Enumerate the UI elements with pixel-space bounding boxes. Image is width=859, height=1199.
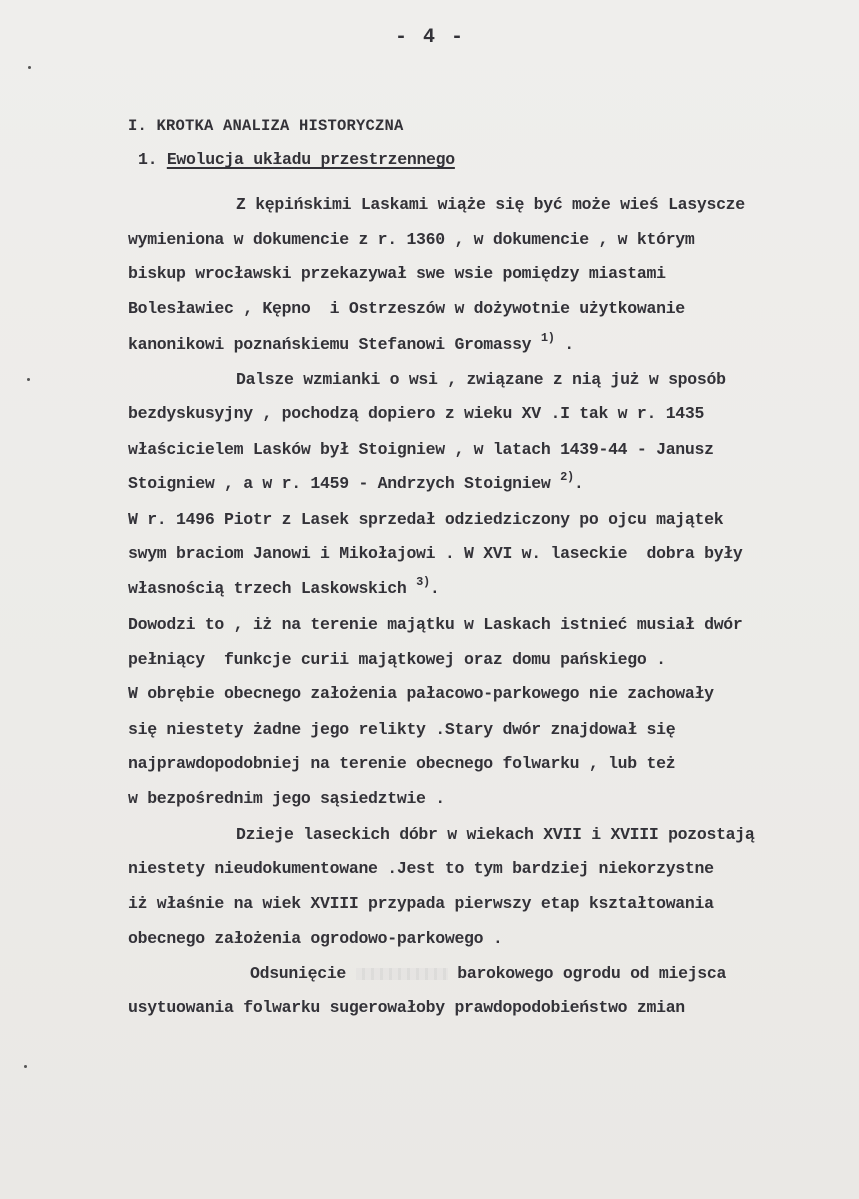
footnote-punct: .: [429, 579, 440, 598]
text-line: [128, 575, 440, 599]
text-line: iż właśnie na wiek XVIII przypada pierwszy etap kształtowania: [128, 894, 714, 913]
margin-mark: [27, 378, 30, 381]
text-line-body: Stoigniew , a w r. 1459 - Andrzych Stoigniew: [128, 474, 551, 493]
text-line: W obrębie obecnego założenia pałacowo-parkowego nie zachowały: [128, 684, 714, 703]
text-line-body: własnością trzech Laskowskich: [128, 579, 407, 598]
text-line: Dzieje laseckich dóbr w wiekach XVII i XVIII pozostają: [236, 825, 755, 844]
text-line: Bolesławiec , Kępno i Ostrzeszów w dożywotnie użytkowanie: [128, 299, 685, 318]
text-line-body: barokowego ogrodu od miejsca: [457, 964, 727, 983]
text-line: Dowodzi to , iż na terenie majątku w Laskach istnieć musiał dwór: [128, 615, 743, 634]
text-line: [128, 331, 574, 355]
text-line: W r. 1496 Piotr z Lasek sprzedał odziedziczony po ojcu majątek: [128, 510, 724, 529]
text-line: swym braciom Janowi i Mikołajowi . W XVI w. laseckie dobra były: [128, 544, 743, 563]
text-line: wymieniona w dokumencie z r. 1360 , w dokumencie , w którym: [128, 230, 695, 249]
footnote-punct: .: [573, 474, 584, 493]
footnote-punct: .: [554, 335, 574, 354]
text-line: się niestety żadne jego relikty .Stary dwór znajdował się: [128, 720, 676, 739]
subsection-heading: [138, 150, 455, 170]
text-line: właścicielem Lasków był Stoigniew , w latach 1439-44 - Janusz: [128, 440, 714, 459]
footnote-ref: 2): [560, 470, 574, 484]
text-line: [250, 964, 726, 984]
text-line: pełniący funkcje curii majątkowej oraz domu pańskiego .: [128, 650, 666, 669]
text-line-body: Odsunięcie: [250, 964, 347, 983]
redacted-word: [356, 968, 448, 980]
text-line: w bezpośrednim jego sąsiedztwie .: [128, 789, 445, 808]
text-line-body: kanonikowi poznańskiemu Stefanowi Gromassy: [128, 335, 532, 354]
page-number: - 4 -: [395, 26, 466, 49]
margin-mark: [28, 66, 31, 69]
text-line: niestety nieudokumentowane .Jest to tym bardziej niekorzystne: [128, 859, 714, 878]
text-line: [128, 470, 584, 494]
text-line: bezdyskusyjny , pochodzą dopiero z wieku XV .I tak w r. 1435: [128, 404, 705, 423]
text-line: usytuowania folwarku sugerowałoby prawdopodobieństwo zmian: [128, 998, 685, 1017]
section-heading: I. KROTKA ANALIZA HISTORYCZNA: [128, 117, 404, 135]
text-line: obecnego założenia ogrodowo-parkowego .: [128, 929, 503, 948]
text-line: Dalsze wzmianki o wsi , związane z nią już w sposób: [236, 370, 726, 389]
subsection-number: 1.: [138, 150, 167, 169]
subsection-title: Ewolucja układu przestrzennego: [166, 150, 455, 169]
footnote-ref: 3): [416, 575, 430, 589]
text-line: najprawdopodobniej na terenie obecnego folwarku , lub też: [128, 754, 676, 773]
text-line: Z kępińskimi Laskami wiąże się być może wieś Lasyscze: [236, 195, 745, 214]
footnote-ref: 1): [540, 331, 555, 345]
text-line: biskup wrocławski przekazywał swe wsie pomiędzy miastami: [128, 264, 666, 283]
margin-mark: [24, 1065, 27, 1068]
